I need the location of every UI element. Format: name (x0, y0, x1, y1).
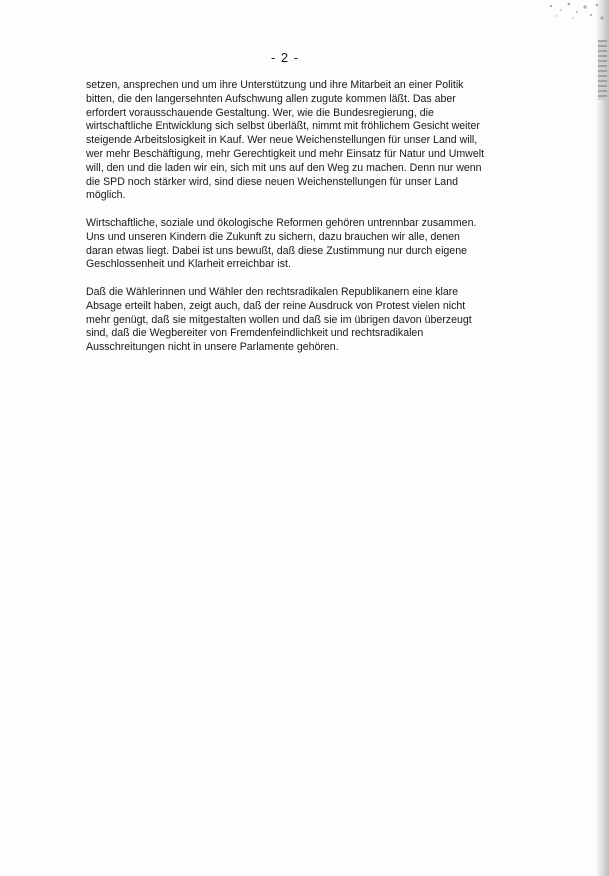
text-line: Absage erteilt haben, zeigt auch, daß der reine Ausdruck von Protest vielen nicht (86, 299, 466, 312)
text-line: die SPD noch stärker wird, sind diese neuen Weichenstellungen für unser Land (86, 175, 458, 188)
scan-corner-artifact (539, 0, 609, 26)
scan-edge-mark (598, 40, 607, 100)
text-line: steigende Arbeitslosigkeit in Kauf. Wer neue Weichenstellungen für unser Land will, (86, 134, 478, 147)
text-line: Ausschreitungen nicht in unsere Parlamente gehören. (86, 341, 339, 354)
text-line: Uns und unseren Kindern die Zukunft zu sichern, dazu brauchen wir alle, denen (86, 230, 460, 243)
text-line: erfordert vorausschauende Gestaltung. Wer, wie die Bundesregierung, die (86, 106, 434, 119)
scan-edge-shadow (595, 0, 609, 876)
text-line: will, den und die laden wir ein, sich mit uns auf den Weg zu machen. Denn nur wenn (86, 161, 482, 174)
text-line: wer mehr Beschäftigung, mehr Gerechtigkeit und mehr Einsatz für Natur und Umwelt (86, 147, 485, 160)
page-number: - 2 - (270, 50, 300, 65)
paragraph-2 (86, 217, 556, 272)
text-line: Wirtschaftliche, soziale und ökologische Reformen gehören untrennbar zusammen. (86, 216, 477, 229)
text-line: bitten, die den langersehnten Aufschwung allen zugute kommen läßt. Das aber (86, 92, 456, 105)
text-line: daran etwas liegt. Dabei ist uns bewußt, daß diese Zustimmung nur durch eigene (86, 244, 467, 257)
text-line: möglich. (86, 189, 126, 202)
body-text (86, 79, 556, 369)
text-line: sind, daß die Wegbereiter von Fremdenfeindlichkeit und rechtsradikalen (86, 327, 424, 340)
text-line: wirtschaftliche Entwicklung sich selbst überläßt, nimmt mit fröhlichem Gesicht weiter (86, 120, 480, 133)
text-line: Daß die Wählerinnen und Wähler den rechtsradikalen Republikanern eine klare (86, 285, 459, 298)
paragraph-1 (86, 79, 556, 203)
text-line: mehr genügt, daß sie mitgestalten wollen und daß sie im übrigen davon überzeugt (86, 313, 472, 326)
text-line: Geschlossenheit und Klarheit erreichbar ist. (86, 258, 291, 271)
paragraph-3 (86, 286, 556, 355)
text-line: setzen, ansprechen und um ihre Unterstützung und ihre Mitarbeit an einer Politik (86, 79, 464, 91)
